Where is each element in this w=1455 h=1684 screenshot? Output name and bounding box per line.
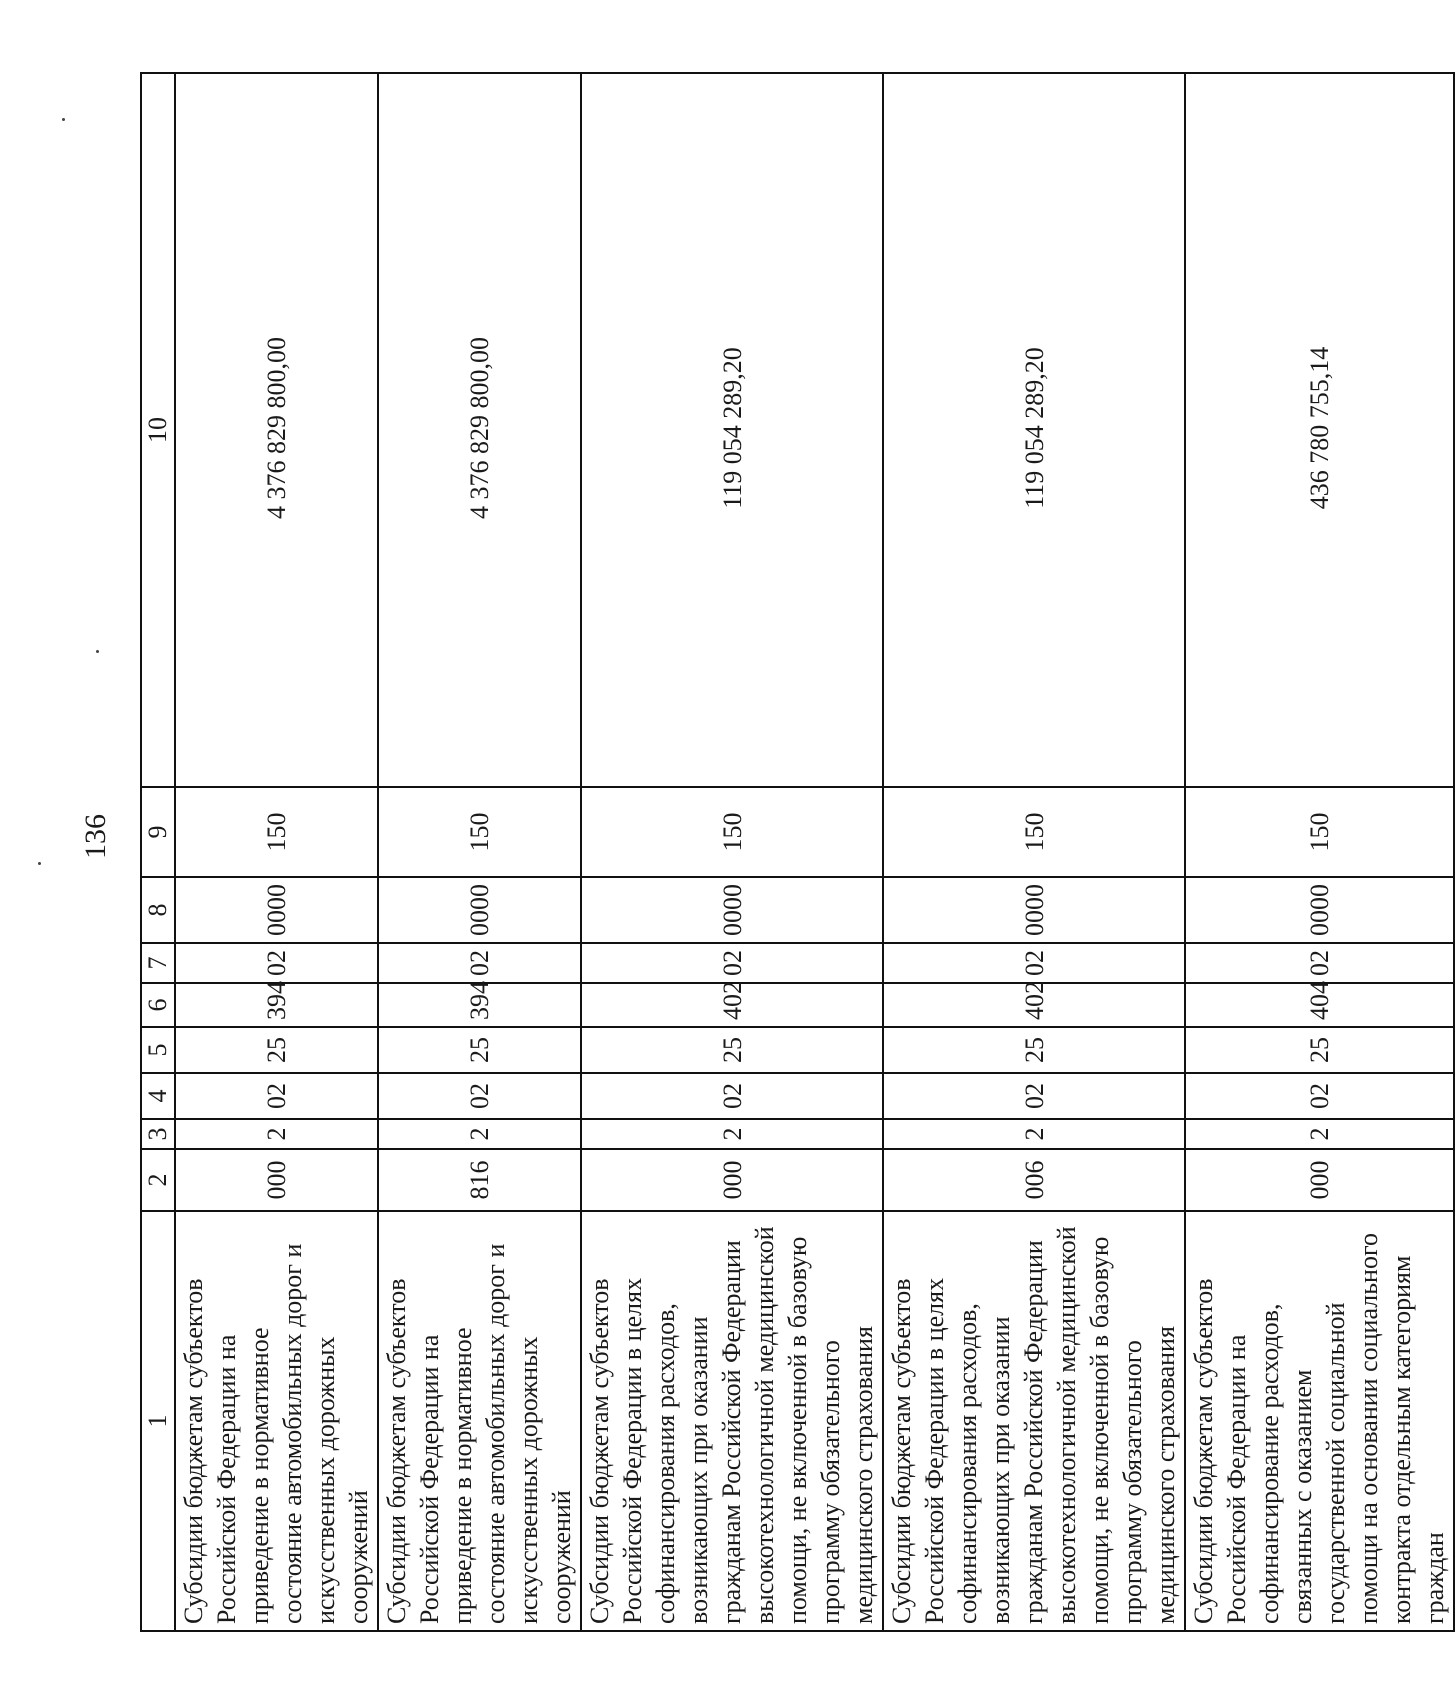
header-cell: 10 bbox=[141, 73, 175, 787]
row-name-cell: Субсидии бюджетам субъектов Российской Федерации на приведение в нормативное состояние автомобильных дорог и искусственных дорожных сооружений bbox=[378, 1211, 581, 1631]
code-cell: 0000 bbox=[378, 877, 581, 943]
table-header-row bbox=[141, 73, 175, 1631]
code-cell: 02 bbox=[883, 1073, 1185, 1119]
code-cell: 150 bbox=[378, 787, 581, 877]
row-name-cell: Субсидии бюджетам субъектов Российской Федерации в целях софинансирования расходов, возникающих при оказании гражданам Российской Федерации высокотехнологичной медицинской помощи, не включенной в базовую программу обязательного медицинского страхования bbox=[883, 1211, 1185, 1631]
table-row bbox=[378, 73, 581, 1631]
header-cell: 1 bbox=[141, 1211, 175, 1631]
code-cell: 000 bbox=[581, 1149, 883, 1211]
code-cell: 02 bbox=[1185, 943, 1454, 983]
table-row bbox=[1185, 73, 1454, 1631]
code-cell: 25 bbox=[175, 1027, 378, 1073]
code-cell: 2 bbox=[175, 1119, 378, 1149]
budget-table bbox=[140, 72, 1455, 1632]
code-cell: 02 bbox=[581, 943, 883, 983]
header-cell: 2 bbox=[141, 1149, 175, 1211]
code-cell: 000 bbox=[1185, 1149, 1454, 1211]
code-cell: 25 bbox=[378, 1027, 581, 1073]
code-cell: 0000 bbox=[581, 877, 883, 943]
header-cell: 8 bbox=[141, 877, 175, 943]
code-cell: 816 bbox=[378, 1149, 581, 1211]
code-cell: 02 bbox=[175, 943, 378, 983]
code-cell: 25 bbox=[1185, 1027, 1454, 1073]
code-cell: 150 bbox=[581, 787, 883, 877]
row-name-cell: Субсидии бюджетам субъектов Российской Федерации на софинансирование расходов, связанных с оказанием государственной социальной помощи на основании социального контракта отдельным категориям граждан bbox=[1185, 1211, 1454, 1631]
code-cell: 150 bbox=[1185, 787, 1454, 877]
code-cell: 150 bbox=[175, 787, 378, 877]
code-cell: 02 bbox=[378, 943, 581, 983]
row-name-cell: Субсидии бюджетам субъектов Российской Федерации в целях софинансирования расходов, возникающих при оказании гражданам Российской Федерации высокотехнологичной медицинской помощи, не включенной в базовую программу обязательного медицинского страхования bbox=[581, 1211, 883, 1631]
code-cell: 2 bbox=[883, 1119, 1185, 1149]
code-cell: 2 bbox=[581, 1119, 883, 1149]
amount-cell: 4 376 829 800,00 bbox=[378, 73, 581, 787]
code-cell: 02 bbox=[883, 943, 1185, 983]
code-cell: 2 bbox=[378, 1119, 581, 1149]
table-row bbox=[883, 73, 1185, 1631]
page-number: 136 bbox=[79, 814, 112, 859]
code-cell: 402 bbox=[581, 983, 883, 1027]
header-cell: 7 bbox=[141, 943, 175, 983]
code-cell: 150 bbox=[883, 787, 1185, 877]
amount-cell: 119 054 289,20 bbox=[581, 73, 883, 787]
amount-cell: 4 376 829 800,00 bbox=[175, 73, 378, 787]
code-cell: 02 bbox=[378, 1073, 581, 1119]
code-cell: 006 bbox=[883, 1149, 1185, 1211]
code-cell: 000 bbox=[175, 1149, 378, 1211]
table-row bbox=[581, 73, 883, 1631]
header-cell: 5 bbox=[141, 1027, 175, 1073]
code-cell: 25 bbox=[883, 1027, 1185, 1073]
amount-cell: 119 054 289,20 bbox=[883, 73, 1185, 787]
code-cell: 02 bbox=[1185, 1073, 1454, 1119]
header-cell: 4 bbox=[141, 1073, 175, 1119]
code-cell: 394 bbox=[175, 983, 378, 1027]
header-cell: 6 bbox=[141, 983, 175, 1027]
code-cell: 02 bbox=[175, 1073, 378, 1119]
code-cell: 2 bbox=[1185, 1119, 1454, 1149]
code-cell: 404 bbox=[1185, 983, 1454, 1027]
code-cell: 02 bbox=[581, 1073, 883, 1119]
code-cell: 0000 bbox=[883, 877, 1185, 943]
code-cell: 25 bbox=[581, 1027, 883, 1073]
code-cell: 402 bbox=[883, 983, 1185, 1027]
header-cell: 3 bbox=[141, 1119, 175, 1149]
code-cell: 394 bbox=[378, 983, 581, 1027]
code-cell: 0000 bbox=[1185, 877, 1454, 943]
row-name-cell: Субсидии бюджетам субъектов Российской Федерации на приведение в нормативное состояние автомобильных дорог и искусственных дорожных сооружений bbox=[175, 1211, 378, 1631]
header-cell: 9 bbox=[141, 787, 175, 877]
amount-cell: 436 780 755,14 bbox=[1185, 73, 1454, 787]
table-row bbox=[175, 73, 378, 1631]
code-cell: 0000 bbox=[175, 877, 378, 943]
